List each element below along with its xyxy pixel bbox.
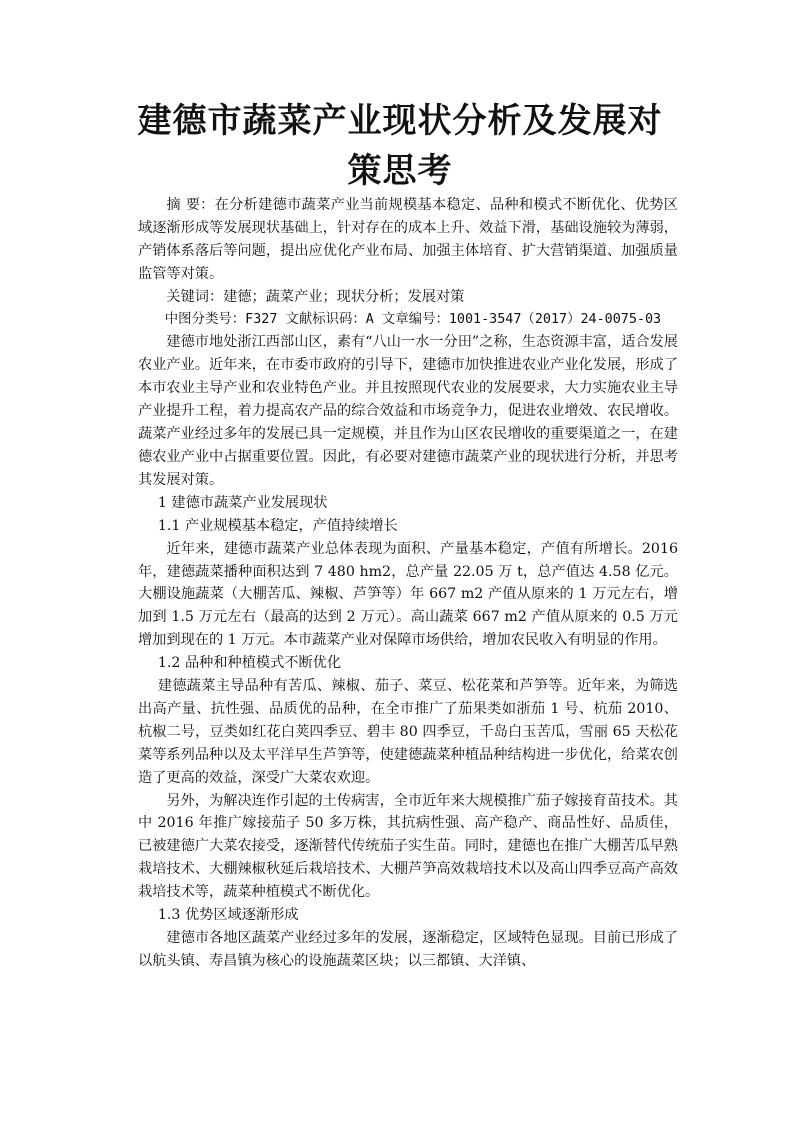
section-heading: 1 建德市蔬菜产业发展现状 xyxy=(157,494,328,511)
subsection-heading: 1.2 品种和种植模式不断优化 xyxy=(157,655,342,672)
body-paragraph: 另外，为解决连作引起的土传病害，全市近年来大规模推广茄子嫁接育苗技术。其中 2016 年推广嫁接茄子 50 多万株，其抗病性强、高产稳产、商品性好、品质佳，已被建德广大菜农接受，逐渐替代传统茄子实生苗。同时，建德也在推广大棚苦瓜早熟栽培技术、大棚辣椒秋延后栽培技术、大棚芦笋高效栽培技术以及高山四季豆高产高效栽培技术等，蔬菜种植模式不断优化。 xyxy=(138,792,678,901)
document-body xyxy=(138,194,678,973)
document-title: 建德市蔬菜产业现状分析及发展对策思考 xyxy=(137,101,663,191)
body-paragraph: 近年来，建德市蔬菜产业总体表现为面积、产量基本稳定，产值有所增长。2016 年，建德蔬菜播种面积达到 7 480 hm2，总产量 22.05 万 t，总产值达 4.58 亿元。大棚设施蔬菜（大棚苦瓜、辣椒、芦笋等）年 667 m2 产值从原来的 1 万元左右，增加到 1.5 万元左右（最高的达到 2 万元）。高山蔬菜 667 m2 产值从原来的 0.5 万元增加到现在的 1 万元。本市蔬菜产业对保障市场供给，增加农民收入有明显的作用。 xyxy=(138,540,678,649)
abstract-paragraph: 摘 要：在分析建德市蔬菜产业当前规模基本稳定、品种和模式不断优化、优势区域逐渐形成等发展现状基础上，针对存在的成本上升、效益下滑，基础设施较为薄弱，产销体系落后等问题，提出应优化产业布局、加强主体培育、扩大营销渠道、加强质量监管等对策。 xyxy=(138,197,678,282)
subsection-heading: 1.1 产业规模基本稳定，产值持续增长 xyxy=(157,517,398,534)
intro-paragraph: 建德市地处浙江西部山区，素有“八山一水一分田”之称，生态资源丰富，适合发展农业产业。近年来，在市委市政府的引导下，建德市加快推进农业产业化发展，形成了本市农业主导产业和农业特色产业。并且按照现代农业的发展要求，大力实施农业主导产业提升工程，着力提高农产品的综合效益和市场竞争力，促进农业增效、农民增收。蔬菜产业经过多年的发展已具一定规模，并且作为山区农民增收的重要渠道之一，在建德农业产业中占据重要位置。因此，有必要对建德市蔬菜产业的现状进行分析，并思考其发展对策。 xyxy=(138,334,678,488)
keywords-line: 关键词：建德；蔬菜产业；现状分析；发展对策 xyxy=(166,288,465,305)
body-paragraph: 建德蔬菜主导品种有苦瓜、辣椒、茄子、菜豆、松花菜和芦笋等。近年来，为筛选出高产量、抗性强、品质优的品种，在全市推广了茄果类如浙茄 1 号、杭茄 2010、杭椒二号，豆类如红花白荚四季豆、碧丰 80 四季豆，千岛白玉苦瓜，雪丽 65 天松花菜等系列品种以及太平洋早生芦笋等，使建德蔬菜种植品种结构进一步优化，给菜农创造了更高的效益，深受广大菜农欢迎。 xyxy=(138,678,678,786)
subsection-heading: 1.3 优势区域逐渐形成 xyxy=(157,907,299,924)
body-paragraph: 建德市各地区蔬菜产业经过多年的发展，逐渐稳定，区域特色显现。目前已形成了以航头镇、寿昌镇为核心的设施蔬菜区块；以三都镇、大洋镇、 xyxy=(138,930,678,969)
classification-line: 中图分类号：F327 文献标识码：A 文章编号：1001-3547（2017）24-0075-03 xyxy=(164,311,662,327)
